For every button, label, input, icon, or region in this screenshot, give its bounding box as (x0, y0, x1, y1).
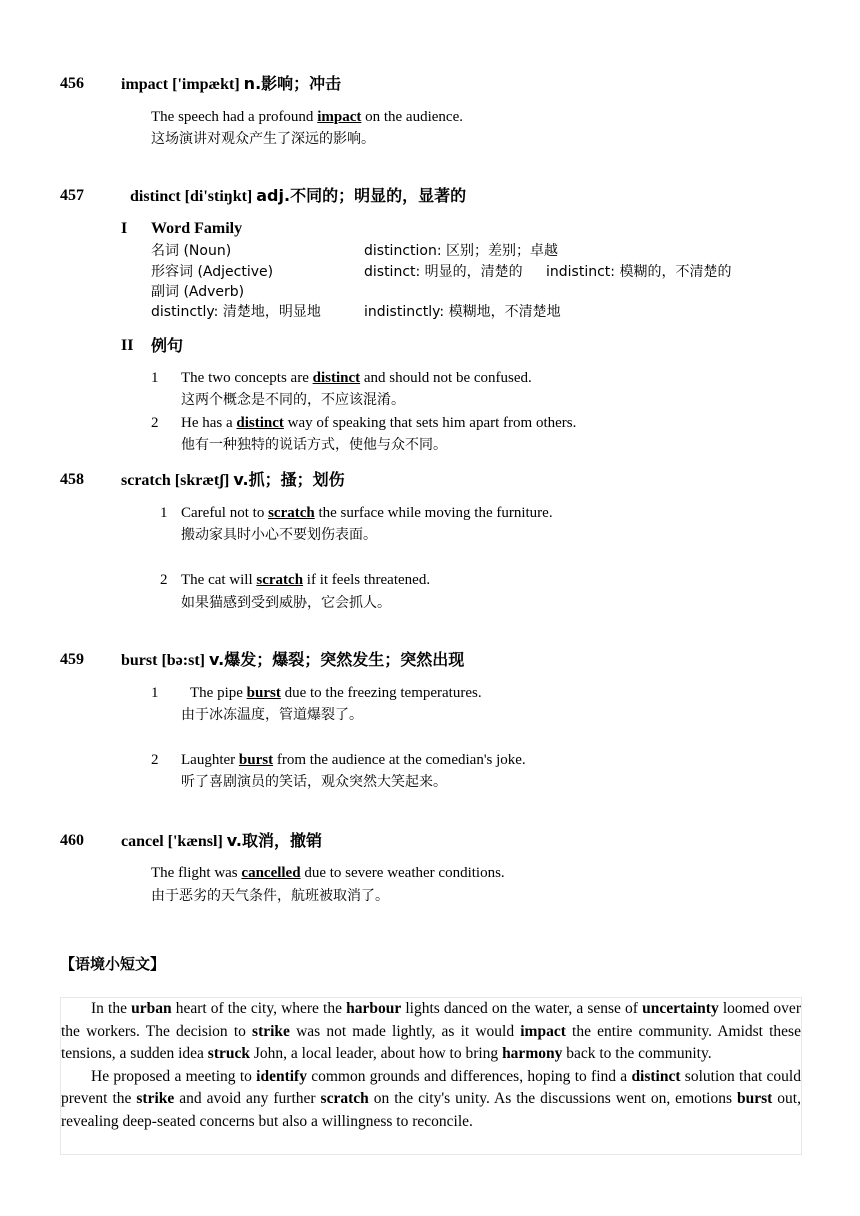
passage-keyword: strike (136, 1090, 175, 1107)
phonetic: [di'stiŋkt] (184, 188, 253, 205)
passage-text: back to the community. (562, 1045, 712, 1062)
entry-number: 457 (60, 187, 84, 204)
passage-paragraph (61, 998, 801, 1066)
example-translation: 这两个概念是不同的，不应该混淆。 (181, 392, 405, 408)
family-label: 副词 (Adverb) (151, 284, 245, 300)
keyword: scratch (256, 572, 304, 588)
passage-paragraph (61, 1066, 801, 1134)
example-number: 2 (151, 415, 159, 431)
headword: cancel (121, 833, 164, 850)
passage-keyword: identify (256, 1067, 307, 1085)
example-number: 2 (160, 572, 168, 588)
phonetic: [bə:st] (161, 652, 205, 669)
example-sentence (151, 863, 505, 883)
example-translation: 这场演讲对观众产生了深远的影响。 (151, 131, 375, 147)
passage-keyword: struck (207, 1045, 250, 1062)
example-sentence (181, 750, 526, 770)
passage-text: was not made lightly, as it would (289, 1022, 521, 1040)
keyword: burst (246, 685, 281, 701)
example-text: way of speaking that sets him apart from others. (283, 415, 577, 431)
definition: v.抓；搔；划伤 (233, 470, 345, 489)
passage-text: the entire community. Amidst these tensions, a sudden idea (61, 1022, 801, 1062)
example-translation: 搬动家具时小心不要划伤表面。 (181, 527, 377, 543)
passage-keyword: strike (252, 1022, 290, 1040)
entry-headword (121, 650, 464, 671)
family-value: indistinct: 模糊的，不清楚的 (546, 264, 732, 280)
passage-text: on the city's unity. As the discussions went on, emotions (368, 1090, 737, 1107)
section-title: Word Family (151, 220, 243, 237)
entry-headword (121, 831, 322, 852)
example-text: Careful not to (181, 505, 269, 521)
passage-keyword: harmony (502, 1045, 563, 1062)
example-number: 1 (151, 685, 159, 701)
passage-text: heart of the city, where the (171, 1000, 347, 1017)
entry-number: 460 (60, 832, 84, 849)
example-text: on the audience. (361, 109, 463, 125)
keyword: burst (238, 752, 274, 768)
example-text: The pipe (190, 685, 247, 701)
keyword: distinct (236, 415, 284, 431)
example-text: due to the freezing temperatures. (280, 685, 482, 701)
example-sentence (190, 683, 482, 703)
example-text: due to severe weather conditions. (300, 865, 505, 881)
entry-number: 458 (60, 471, 84, 488)
context-passage (60, 997, 802, 1155)
section-roman: I (121, 220, 128, 237)
section-title: 例句 (151, 336, 184, 355)
definition: n.影响；冲击 (243, 74, 342, 93)
example-translation: 他有一种独特的说话方式，使他与众不同。 (181, 437, 447, 453)
passage-keyword: impact (520, 1022, 566, 1040)
example-translation: 听了喜剧演员的笑话，观众突然大笑起来。 (181, 774, 447, 790)
phonetic: ['kænsl] (167, 833, 223, 850)
passage-keyword: burst (737, 1090, 773, 1107)
example-number: 2 (151, 752, 159, 768)
passage-keyword: uncertainty (642, 1000, 719, 1017)
family-value: distinct: 明显的，清楚的 (364, 264, 523, 280)
definition: v.爆发；爆裂；突然发生；突然出现 (209, 650, 465, 669)
phonetic: [skrætʃ] (174, 472, 230, 489)
entry-headword (121, 74, 341, 95)
example-text: He has a (181, 415, 237, 431)
example-sentence (181, 570, 430, 590)
family-value: distinction: 区别；差别；卓越 (364, 243, 559, 259)
passage-keyword: scratch (320, 1090, 369, 1107)
family-label: 形容词 (Adjective) (151, 264, 274, 280)
example-text: Laughter (181, 752, 239, 768)
example-text: if it feels threatened. (303, 572, 431, 588)
entry-headword (121, 470, 345, 491)
example-number: 1 (160, 505, 168, 521)
example-translation: 由于冰冻温度，管道爆裂了。 (181, 707, 363, 723)
passage-heading: 【语境小短文】 (60, 955, 166, 973)
entry-number: 456 (60, 75, 84, 92)
section-roman: II (121, 337, 134, 354)
example-text: The cat will (181, 572, 257, 588)
example-translation: 由于恶劣的天气条件，航班被取消了。 (151, 888, 389, 904)
example-text: from the audience at the comedian's joke. (273, 752, 526, 768)
example-text: The flight was (151, 865, 242, 881)
passage-text: solution that could prevent the (61, 1067, 801, 1107)
example-sentence (181, 503, 553, 523)
example-text: The speech had a profound (151, 109, 318, 125)
entry-number: 459 (60, 651, 84, 668)
definition: adj.不同的；明显的，显著的 (256, 186, 467, 205)
family-value: indistinctly: 模糊地，不清楚地 (364, 304, 561, 320)
passage-text: John, a local leader, about how to bring (250, 1045, 503, 1062)
example-translation: 如果猫感到受到威胁，它会抓人。 (181, 595, 391, 611)
passage-text: loomed over the workers. The decision to (61, 1000, 801, 1040)
passage-text: and avoid any further (174, 1090, 321, 1107)
keyword: distinct (312, 370, 361, 386)
family-value: distinctly: 清楚地，明显地 (151, 304, 321, 320)
headword: distinct (130, 188, 181, 205)
headword: burst (121, 652, 158, 669)
example-sentence (151, 107, 463, 127)
phonetic: ['impækt] (172, 76, 240, 93)
passage-keyword: distinct (631, 1067, 681, 1085)
passage-keyword: urban (131, 1000, 172, 1017)
passage-text: lights danced on the water, a sense of (401, 1000, 643, 1017)
headword: scratch (121, 472, 171, 489)
headword: impact (121, 76, 169, 93)
keyword: cancelled (241, 865, 301, 881)
passage-text: He proposed a meeting to (91, 1067, 257, 1085)
example-sentence (181, 413, 576, 433)
passage-text: out, revealing deep-seated concerns but also a willingness to reconcile. (61, 1090, 801, 1130)
example-text: the surface while moving the furniture. (314, 505, 553, 521)
example-text: The two concepts are (181, 370, 313, 386)
family-label: 名词 (Noun) (151, 243, 232, 259)
keyword: scratch (268, 505, 315, 521)
example-text: and should not be confused. (360, 370, 532, 386)
entry-headword (130, 186, 466, 207)
example-sentence (181, 368, 532, 388)
keyword: impact (317, 109, 362, 125)
example-number: 1 (151, 370, 159, 386)
passage-text: common grounds and differences, hoping to find a (306, 1067, 632, 1085)
passage-text: In the (91, 1000, 132, 1017)
passage-keyword: harbour (346, 1000, 402, 1017)
definition: v.取消，撤销 (226, 831, 322, 850)
